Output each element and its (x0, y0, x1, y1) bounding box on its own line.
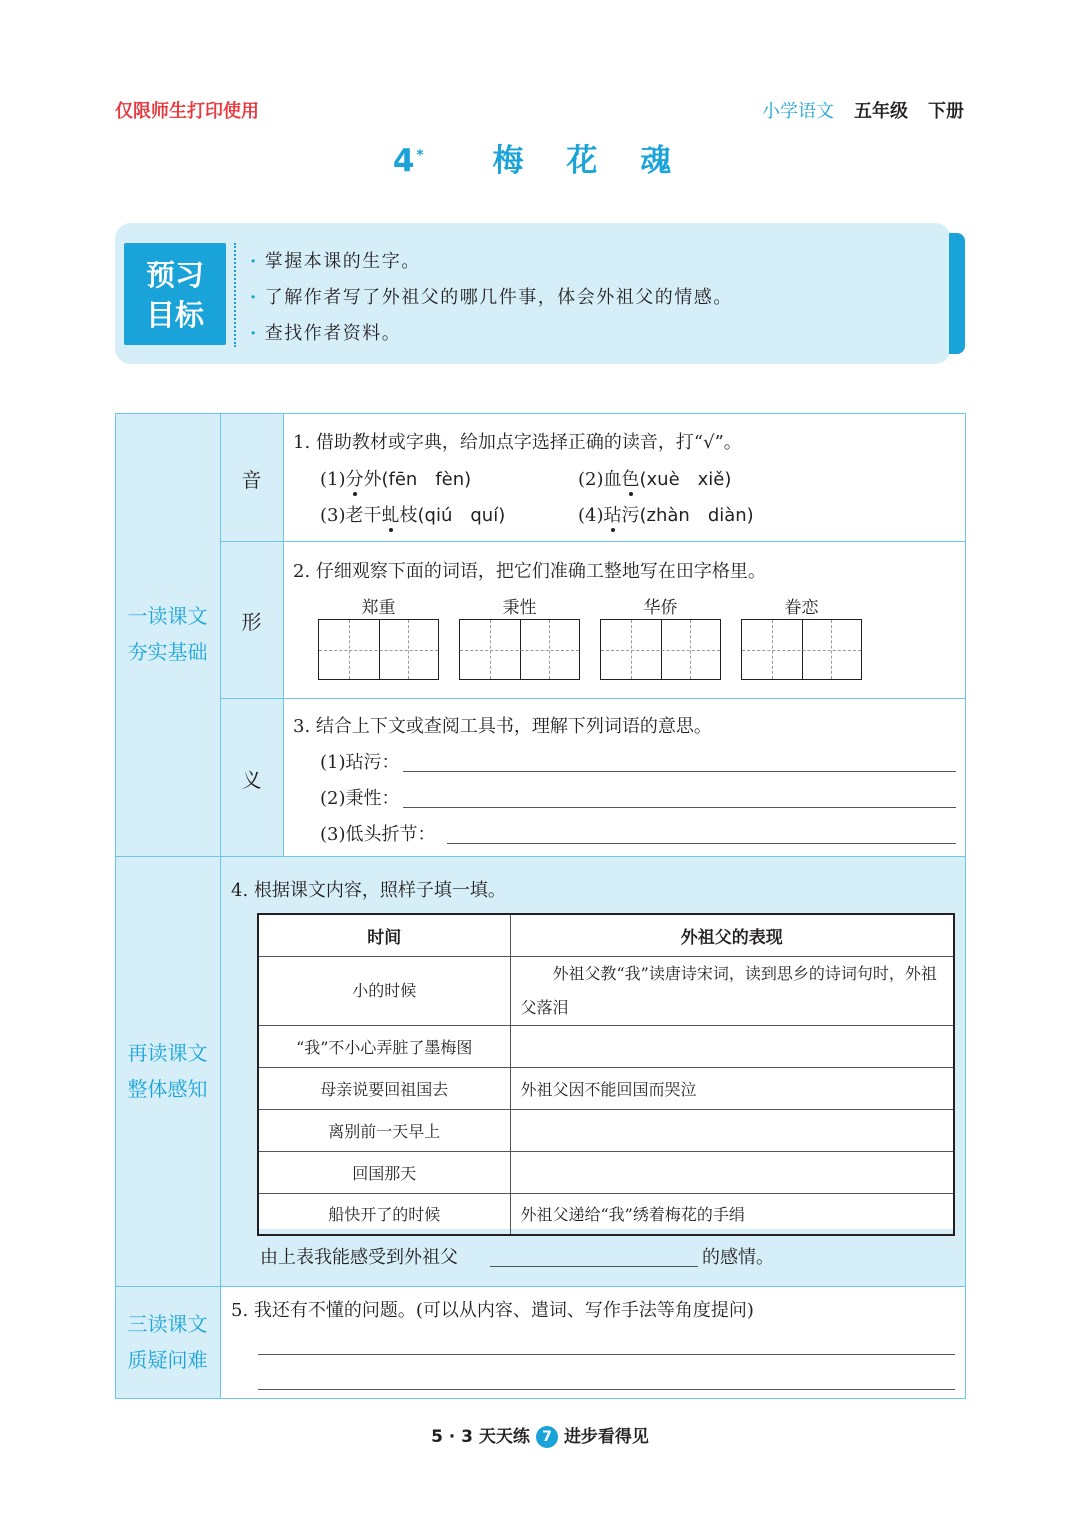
section-label-column (115, 413, 220, 1399)
table-row (258, 956, 954, 1025)
book-info (762, 97, 964, 123)
q3-item: (1)玷污： (320, 752, 400, 773)
footer-brand: 5 · 3 天天练 (431, 1427, 530, 1447)
table-row (258, 1109, 954, 1151)
answer-line[interactable] (258, 1389, 955, 1390)
lesson-number: 4 (392, 143, 417, 179)
table-row (258, 1025, 954, 1067)
lesson-title-char: 魂 (640, 143, 674, 179)
footer-slogan: 进步看得见 (563, 1427, 649, 1447)
q3-item: (2)秉性： (320, 788, 400, 809)
q2-word: 眷恋 (784, 598, 819, 618)
subject-label: 小学语文 (762, 101, 834, 122)
lesson-title-char: 梅 (492, 143, 526, 179)
answer-line[interactable] (447, 843, 956, 844)
sub-label-meaning: 义 (241, 768, 262, 792)
table-cell-behavior: 外祖父因不能回国而哭泣 (510, 1067, 954, 1109)
grade-label: 五年级 (854, 101, 908, 122)
table-cell-behavior-blank[interactable] (510, 1109, 954, 1151)
grid-line (220, 541, 966, 542)
goal-label-line2: 目标 (145, 298, 204, 332)
answer-line[interactable] (258, 1354, 955, 1355)
section3-label: 三读课文 质疑问难 (127, 1312, 208, 1372)
grid-line (220, 698, 966, 699)
preview-goals-tab (949, 233, 965, 354)
q1-item[interactable]: (3)老干虬枝(qiú quí) (320, 501, 505, 527)
table-cell-time: “我”不小心弄脏了墨梅图 (258, 1025, 510, 1067)
table-cell-time: 离别前一天早上 (258, 1109, 510, 1151)
q3-item: (3)低头折节： (320, 824, 436, 845)
goal-list (250, 244, 733, 352)
lesson-title-char: 花 (566, 143, 600, 179)
summary-answer-line[interactable] (490, 1266, 698, 1267)
answer-line[interactable] (403, 807, 956, 808)
table-cell-behavior-blank[interactable] (510, 1025, 954, 1067)
grid-line (115, 856, 966, 857)
q1-prompt: 1. 借助教材或字典，给加点字选择正确的读音，打“√”。 (293, 432, 742, 453)
table-cell-behavior: 外祖父递给“我”绣着梅花的手绢 (510, 1193, 954, 1235)
q4-prompt: 4. 根据课文内容，照样子填一填。 (231, 880, 506, 901)
summary-suffix: 的感情。 (702, 1247, 774, 1268)
table-cell-time: 回国那天 (258, 1151, 510, 1193)
table-cell-time: 母亲说要回祖国去 (258, 1067, 510, 1109)
goal-item: · 掌握本课的生字。 (250, 251, 421, 272)
table-row (258, 1151, 954, 1193)
goal-label-line1: 预习 (145, 258, 204, 292)
goal-item: · 查找作者资料。 (250, 323, 402, 344)
section2-label: 再读课文 整体感知 (127, 1041, 208, 1101)
goal-item: · 了解作者写了外祖父的哪几件事，体会外祖父的情感。 (250, 287, 733, 308)
q5-prompt: 5. 我还有不懂的问题。(可以从内容、遣词、写作手法等角度提问) (231, 1300, 754, 1321)
table-row (258, 1193, 954, 1235)
sub-label-sound: 音 (241, 468, 262, 492)
volume-label: 下册 (928, 101, 964, 122)
q2-word: 郑重 (361, 598, 396, 618)
q1-item[interactable]: (2)血色(xuè xiě) (578, 465, 731, 491)
table-cell-time: 小的时候 (258, 956, 510, 1025)
grid-line (283, 413, 284, 856)
section1-label: 一读课文 夯实基础 (127, 604, 208, 664)
q1-item[interactable]: (1)分外(fēn fèn) (320, 465, 471, 491)
table-header-row (258, 914, 954, 956)
q2-word: 华侨 (643, 598, 678, 618)
page-number-badge: 7 (536, 1426, 558, 1448)
grid-line (115, 413, 966, 414)
lesson-star-mark: * (416, 147, 426, 164)
summary-prefix: 由上表我能感受到外祖父 (260, 1247, 458, 1268)
table-cell-time: 船快开了的时候 (258, 1193, 510, 1235)
grid-line (220, 413, 221, 1399)
sub-label-form: 形 (241, 610, 262, 634)
tianzige-box[interactable] (318, 619, 439, 680)
q3-prompt: 3. 结合上下文或查阅工具书，理解下列词语的意思。 (293, 716, 712, 737)
grid-line (965, 413, 966, 1399)
table-row (258, 1067, 954, 1109)
table-header-behavior: 外祖父的表现 (510, 914, 954, 956)
grandfather-table (257, 913, 955, 1236)
tianzige-box[interactable] (459, 619, 580, 680)
print-notice: 仅限师生打印使用 (115, 101, 259, 122)
table-cell-behavior-blank[interactable] (510, 1151, 954, 1193)
grid-line (115, 1398, 966, 1399)
q2-prompt: 2. 仔细观察下面的词语，把它们准确工整地写在田字格里。 (293, 561, 766, 582)
goal-divider (234, 243, 236, 347)
answer-line[interactable] (403, 771, 956, 772)
grid-line (115, 1286, 966, 1287)
lesson-title (0, 135, 1080, 180)
table-header-time: 时间 (258, 914, 510, 956)
tianzige-box[interactable] (600, 619, 721, 680)
page-footer (0, 1422, 1080, 1448)
preview-goals-label (124, 243, 226, 345)
q2-word: 秉性 (502, 598, 537, 618)
tianzige-box[interactable] (741, 619, 862, 680)
grid-line (115, 413, 116, 1399)
q1-item[interactable]: (4)玷污(zhàn diàn) (578, 501, 754, 527)
table-cell-behavior: 外祖父教“我”读唐诗宋词，读到思乡的诗词句时，外祖父落泪 (510, 956, 954, 1025)
